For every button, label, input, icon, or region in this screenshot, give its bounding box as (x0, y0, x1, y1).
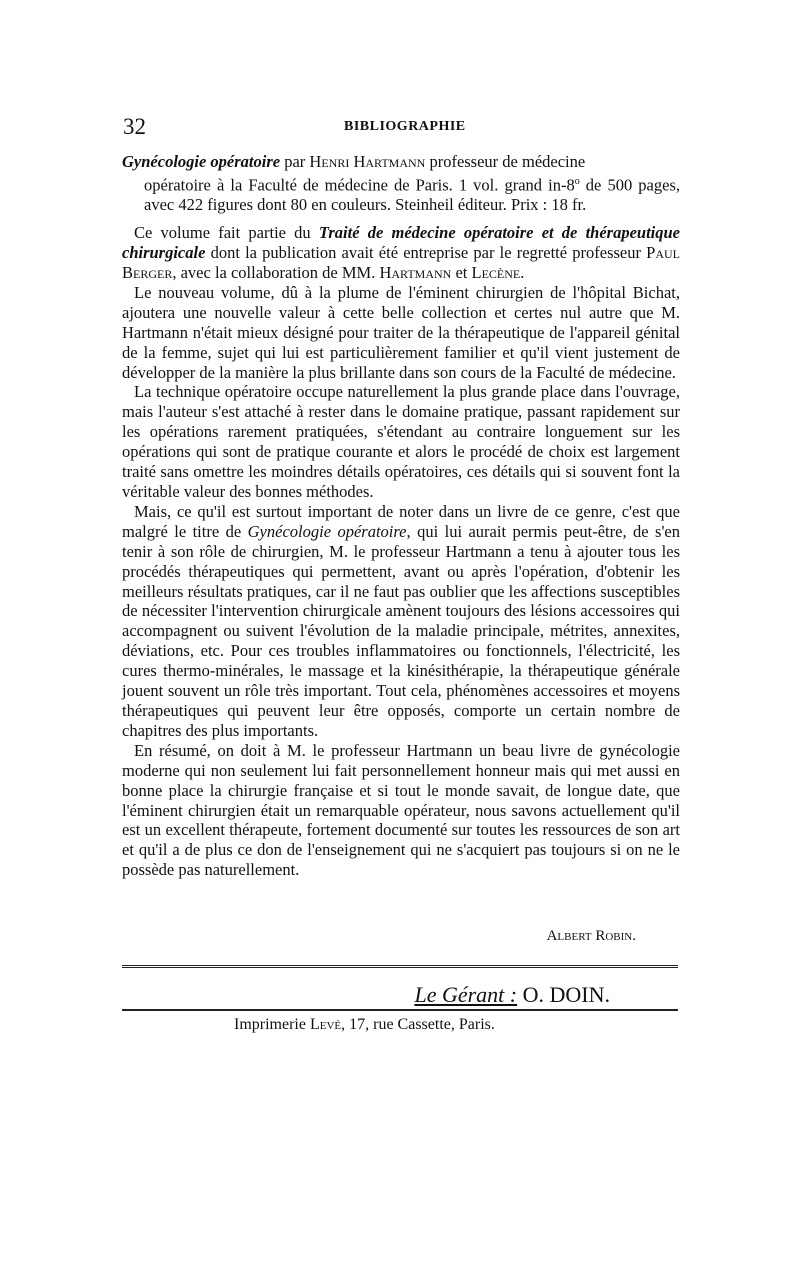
entry-by: par (284, 152, 306, 171)
entry-desc-2: opératoire à la Faculté de médecine de Paris. 1 vol. grand in-8 (144, 175, 575, 195)
spacer (122, 215, 680, 223)
entry-author: Henri Hartmann (309, 152, 426, 171)
p4-text-a: Mais, ce qu'il est surtout important de noter dans un livre de ce genre, c'est que malgré le titre de (122, 501, 680, 541)
gerant-line (400, 982, 610, 1008)
p4-book-title: Gynécologie opératoire (247, 521, 407, 541)
paragraph-2: Le nouveau volume, dû à la plume de l'éminent chirurgien de l'hôpital Bichat, ajoutera une nouvelle valeur à cette belle collection et certes nul autre que M. Hartmann n'était mieux désigné pour traiter de la thérapeutique de l'appareil génital de la femme, sujet qui lui est particulièrement familier et qu'il vient justement de développer de la manière la plus brillante dans son cours de la Faculté de médecine. (122, 282, 680, 382)
bibliography-entry (122, 152, 680, 215)
running-head: BIBLIOGRAPHIE (344, 119, 466, 134)
p1-text-g: et (451, 263, 472, 283)
paragraph-3: La technique opératoire occupe naturellement la plus grande place dans l'ouvrage, mais l'auteur s'est attaché à rester dans le domaine pratique, passant rapidement sur les opérations rarement pratiquées, s'étendant au contraire longuement sur les opérations qui sont de pratique courante et alors le procédé de choix est largement traité sans omettre les moindres détails opératoires, ces détails qui si souvent font la véritable valeur des bonnes méthodes. (122, 382, 680, 501)
p1-text-e: , avec la collaboration de MM. (172, 263, 380, 283)
entry-title: Gynécologie opératoire (122, 152, 281, 171)
entry-details (122, 172, 680, 215)
bibliography-body (122, 152, 680, 880)
printer-imprint (234, 1016, 594, 1034)
p1-text-a: Ce volume fait partie du (134, 223, 319, 243)
p1-text-i: . (520, 263, 525, 283)
page-header (123, 114, 679, 144)
p1-text-c: dont la publication avait été entreprise par le regretté professeur (205, 243, 647, 263)
paragraph-4 (122, 502, 680, 741)
paragraph-1 (122, 223, 680, 283)
imprint-printer-name: Levé (309, 1016, 342, 1033)
p1-name-lecene: Lecène (471, 263, 521, 283)
entry-desc-3: de 500 pages, avec 422 figures dont 80 en couleurs. Steinheil éditeur. Prix : 18 fr. (144, 175, 680, 215)
p1-name-berger: Paul Berger (122, 243, 680, 283)
page-number: 32 (123, 114, 146, 139)
imprint-text-a: Imprimerie (234, 1016, 310, 1033)
imprint-text-b: , 17, rue Cassette, Paris. (341, 1016, 495, 1033)
review-signature: Albert Robin. (546, 928, 636, 944)
gerant-label: Le Gérant : (414, 982, 518, 1007)
p1-name-hartmann: Hartmann (379, 263, 452, 283)
entry-degree: o (574, 175, 580, 187)
gerant-name: O. DOIN. (522, 982, 610, 1007)
p1-treatise-title: Traité de médecine opératoire et de thérapeutique chirurgicale (122, 223, 681, 263)
p4-text-c: , qui lui aurait permis peut-être, de s'en tenir à son rôle de chirurgien, M. le professeur Hartmann a tenu à ajouter tous les procédés thérapeutiques qui permettent, avant ou après l'opération, d'obtenir les meilleurs résultats pratiques, car il ne faut pas oublier que les affections susceptibles de nécessiter l'intervention chirurgicale amènent toujours des lésions accessoires qui accompagnent ou suivent l'évolution de la maladie principale, métrites, annexites, déviations, etc. Pour ces troubles inflammatoires ou fonctionnels, l'électricité, les cures thermo-minérales, le massage et la kinésithérapie, la thérapeutique générale jouent souvent un rôle très important. Tout cela, phénomènes accessoires et moyens thérapeutiques qui peuvent leur être opposés, comporte un certain nombre de chapitres des plus importants. (122, 521, 680, 740)
footer-rule (122, 1009, 678, 1011)
double-rule (122, 965, 678, 968)
paragraph-5: En résumé, on doit à M. le professeur Hartmann un beau livre de gynécologie moderne qui non seulement lui fait personnellement honneur mais qui met aussi en bonne place la chirurgie française et si tout le monde savait, de longue date, que l'éminent chirurgien était un remarquable opérateur, nous savons actuellement qu'il est un excellent thérapeute, fortement documenté sur toutes les ressources de son art et qu'il a de plus ce don de l'enseignement qui ne s'acquiert pas toujours si on ne le possède pas naturellement. (122, 740, 680, 880)
entry-desc-1: professeur de médecine (429, 152, 586, 171)
